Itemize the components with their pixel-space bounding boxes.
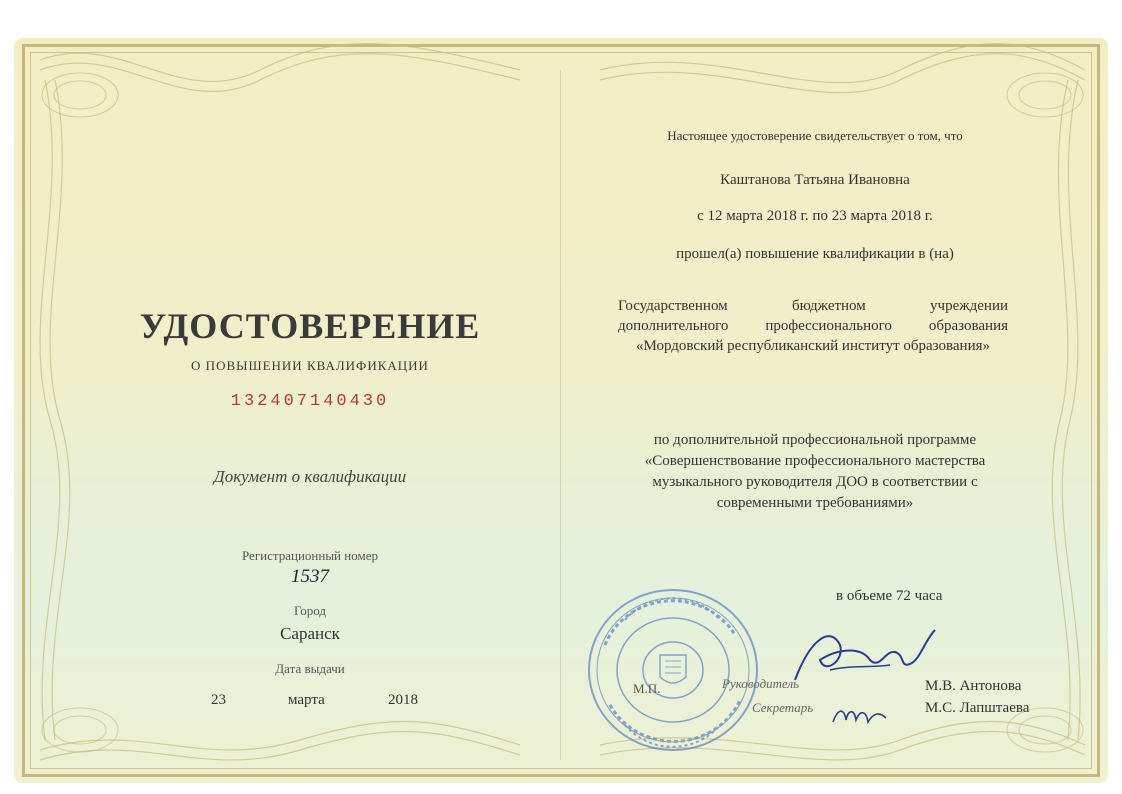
- secretary-name: М.С. Лапштаева: [925, 700, 1030, 716]
- program-line: «Совершенствование профессионального мастерства: [644, 453, 986, 469]
- secretary-signature: [830, 700, 890, 730]
- fold-line: [560, 70, 561, 760]
- program-block: [610, 430, 1020, 514]
- head-signature: [790, 620, 940, 690]
- city-label: Город: [293, 603, 327, 618]
- seal-place-mark: М.П.: [633, 681, 661, 696]
- city-value: Саранск: [280, 624, 340, 643]
- head-name: М.В. Антонова: [925, 678, 1022, 694]
- institution-line: Государственном бюджетном учреждении: [618, 298, 1008, 314]
- certificate-number: 132407140430: [230, 392, 390, 411]
- secretary-role-label: Секретарь: [752, 700, 814, 715]
- document-type: Документ о квалификации: [213, 467, 407, 486]
- round-seal-stamp: [585, 585, 760, 755]
- institution-line: «Мордовский республиканский институт образования»: [635, 338, 990, 354]
- training-period: с 12 марта 2018 г. по 23 марта 2018 г.: [697, 208, 933, 224]
- issue-date-day: 23: [211, 692, 226, 708]
- registration-number-label: Регистрационный номер: [242, 548, 378, 563]
- program-line: по дополнительной профессиональной программе: [653, 432, 977, 448]
- registration-number-value: 1537: [291, 566, 329, 587]
- course-volume: в объеме 72 часа: [836, 588, 943, 604]
- intro-text: Настоящее удостоверение свидетельствует о том, что: [667, 128, 963, 143]
- head-role-label: Руководитель: [722, 676, 800, 691]
- issue-date-label: Дата выдачи: [275, 661, 345, 676]
- institution-block: [618, 296, 1008, 356]
- person-name: Каштанова Татьяна Ивановна: [720, 172, 910, 188]
- program-line: музыкального руководителя ДОО в соответствии с: [652, 474, 978, 490]
- passed-text: прошел(а) повышение квалификации в (на): [676, 246, 954, 262]
- program-line: современными требованиями»: [716, 495, 914, 511]
- issue-date-month: марта: [288, 692, 325, 708]
- institution-line: дополнительного профессионального образования: [618, 318, 1008, 334]
- certificate-subtitle: О ПОВЫШЕНИИ КВАЛИФИКАЦИИ: [191, 358, 429, 373]
- certificate-title: УДОСТОВЕРЕНИЕ: [139, 306, 481, 346]
- issue-date-year: 2018: [388, 692, 418, 708]
